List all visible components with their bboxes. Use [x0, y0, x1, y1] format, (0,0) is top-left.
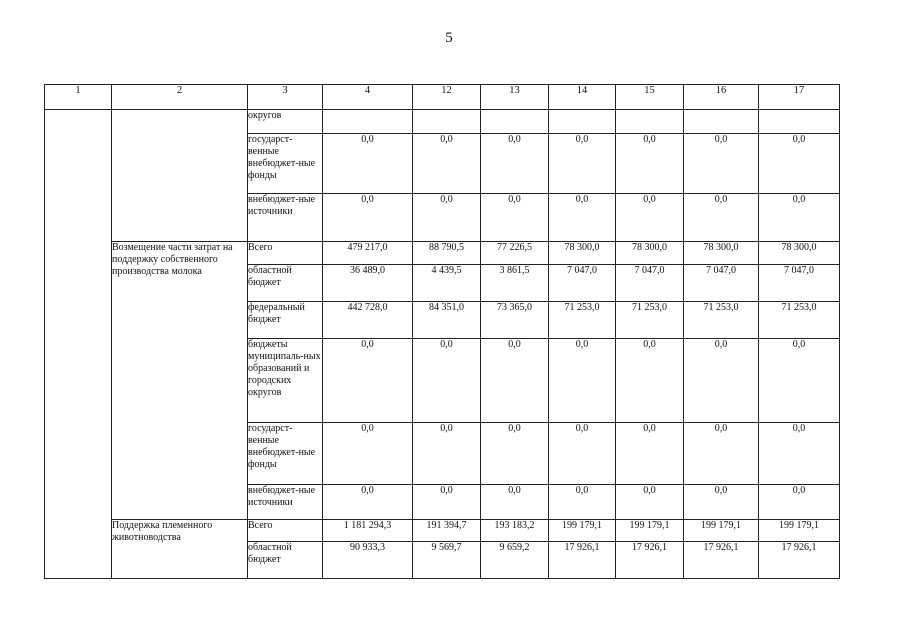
source-cell: Всего — [248, 242, 323, 265]
source-cell: государст-венные внебюджет-ные фонды — [248, 423, 323, 485]
value-cell — [616, 110, 684, 134]
source-cell: областной бюджет — [248, 542, 323, 579]
value-cell: 0,0 — [684, 339, 759, 423]
header-cell: 14 — [549, 85, 616, 110]
value-cell: 0,0 — [549, 134, 616, 194]
value-cell: 7 047,0 — [684, 265, 759, 302]
value-cell: 199 179,1 — [549, 520, 616, 542]
budget-table — [44, 84, 840, 579]
header-cell: 3 — [248, 85, 323, 110]
header-cell: 16 — [684, 85, 759, 110]
value-cell: 0,0 — [549, 194, 616, 242]
header-cell: 4 — [323, 85, 413, 110]
value-cell: 479 217,0 — [323, 242, 413, 265]
value-cell: 0,0 — [481, 423, 549, 485]
header-cell: 2 — [112, 85, 248, 110]
table-row — [45, 110, 840, 134]
table-row — [45, 242, 840, 265]
header-row — [45, 85, 840, 110]
value-cell: 0,0 — [323, 339, 413, 423]
value-cell: 88 790,5 — [413, 242, 481, 265]
value-cell: 191 394,7 — [413, 520, 481, 542]
value-cell: 17 926,1 — [616, 542, 684, 579]
value-cell: 0,0 — [481, 194, 549, 242]
value-cell: 17 926,1 — [759, 542, 840, 579]
value-cell: 0,0 — [759, 339, 840, 423]
page-number: 5 — [445, 30, 453, 46]
value-cell: 0,0 — [684, 423, 759, 485]
source-cell: внебюджет-ные источники — [248, 194, 323, 242]
value-cell: 0,0 — [684, 485, 759, 520]
value-cell: 0,0 — [759, 194, 840, 242]
source-cell: округов — [248, 110, 323, 134]
value-cell: 4 439,5 — [413, 265, 481, 302]
source-cell: внебюджет-ные источники — [248, 485, 323, 520]
value-cell: 0,0 — [413, 194, 481, 242]
source-cell: федеральный бюджет — [248, 302, 323, 339]
value-cell: 193 183,2 — [481, 520, 549, 542]
value-cell: 0,0 — [616, 194, 684, 242]
value-cell — [323, 110, 413, 134]
value-cell: 0,0 — [616, 423, 684, 485]
value-cell: 0,0 — [684, 194, 759, 242]
value-cell: 199 179,1 — [616, 520, 684, 542]
source-cell: областной бюджет — [248, 265, 323, 302]
value-cell: 199 179,1 — [684, 520, 759, 542]
header-cell: 17 — [759, 85, 840, 110]
value-cell: 0,0 — [616, 485, 684, 520]
value-cell: 9 659,2 — [481, 542, 549, 579]
value-cell: 77 226,5 — [481, 242, 549, 265]
value-cell: 0,0 — [413, 339, 481, 423]
value-cell: 36 489,0 — [323, 265, 413, 302]
value-cell: 17 926,1 — [684, 542, 759, 579]
value-cell: 0,0 — [616, 134, 684, 194]
value-cell: 199 179,1 — [759, 520, 840, 542]
value-cell: 3 861,5 — [481, 265, 549, 302]
value-cell: 0,0 — [759, 485, 840, 520]
header-cell: 1 — [45, 85, 112, 110]
value-cell: 17 926,1 — [549, 542, 616, 579]
empty-cell — [112, 110, 248, 242]
table-row — [45, 520, 840, 542]
header-cell: 15 — [616, 85, 684, 110]
value-cell — [759, 110, 840, 134]
value-cell — [684, 110, 759, 134]
value-cell: 0,0 — [549, 423, 616, 485]
value-cell: 71 253,0 — [549, 302, 616, 339]
value-cell: 78 300,0 — [684, 242, 759, 265]
measure-name-cell: Поддержка племенного животноводства — [112, 520, 248, 579]
value-cell: 0,0 — [549, 485, 616, 520]
header-cell: 12 — [413, 85, 481, 110]
source-cell: государст-венные внебюджет-ные фонды — [248, 134, 323, 194]
source-cell: Всего — [248, 520, 323, 542]
value-cell — [481, 110, 549, 134]
value-cell: 71 253,0 — [684, 302, 759, 339]
value-cell: 73 365,0 — [481, 302, 549, 339]
value-cell: 0,0 — [549, 339, 616, 423]
source-cell: бюджеты муниципаль-ных образований и городских округов — [248, 339, 323, 423]
value-cell: 0,0 — [759, 134, 840, 194]
value-cell: 1 181 294,3 — [323, 520, 413, 542]
value-cell: 0,0 — [413, 485, 481, 520]
value-cell: 0,0 — [481, 339, 549, 423]
empty-cell — [45, 110, 112, 579]
value-cell: 0,0 — [481, 134, 549, 194]
value-cell: 0,0 — [323, 194, 413, 242]
measure-name-cell: Возмещение части затрат на поддержку собственного производства молока — [112, 242, 248, 520]
value-cell: 78 300,0 — [616, 242, 684, 265]
value-cell: 7 047,0 — [616, 265, 684, 302]
value-cell: 7 047,0 — [759, 265, 840, 302]
value-cell: 0,0 — [413, 134, 481, 194]
value-cell: 7 047,0 — [549, 265, 616, 302]
value-cell: 0,0 — [323, 134, 413, 194]
value-cell: 90 933,3 — [323, 542, 413, 579]
value-cell: 71 253,0 — [616, 302, 684, 339]
value-cell: 71 253,0 — [759, 302, 840, 339]
value-cell: 0,0 — [759, 423, 840, 485]
value-cell — [413, 110, 481, 134]
value-cell: 0,0 — [684, 134, 759, 194]
value-cell: 9 569,7 — [413, 542, 481, 579]
value-cell: 84 351,0 — [413, 302, 481, 339]
value-cell: 0,0 — [616, 339, 684, 423]
value-cell: 0,0 — [481, 485, 549, 520]
value-cell: 78 300,0 — [759, 242, 840, 265]
value-cell: 442 728,0 — [323, 302, 413, 339]
value-cell: 78 300,0 — [549, 242, 616, 265]
value-cell — [549, 110, 616, 134]
value-cell: 0,0 — [323, 485, 413, 520]
value-cell: 0,0 — [323, 423, 413, 485]
value-cell: 0,0 — [413, 423, 481, 485]
header-cell: 13 — [481, 85, 549, 110]
